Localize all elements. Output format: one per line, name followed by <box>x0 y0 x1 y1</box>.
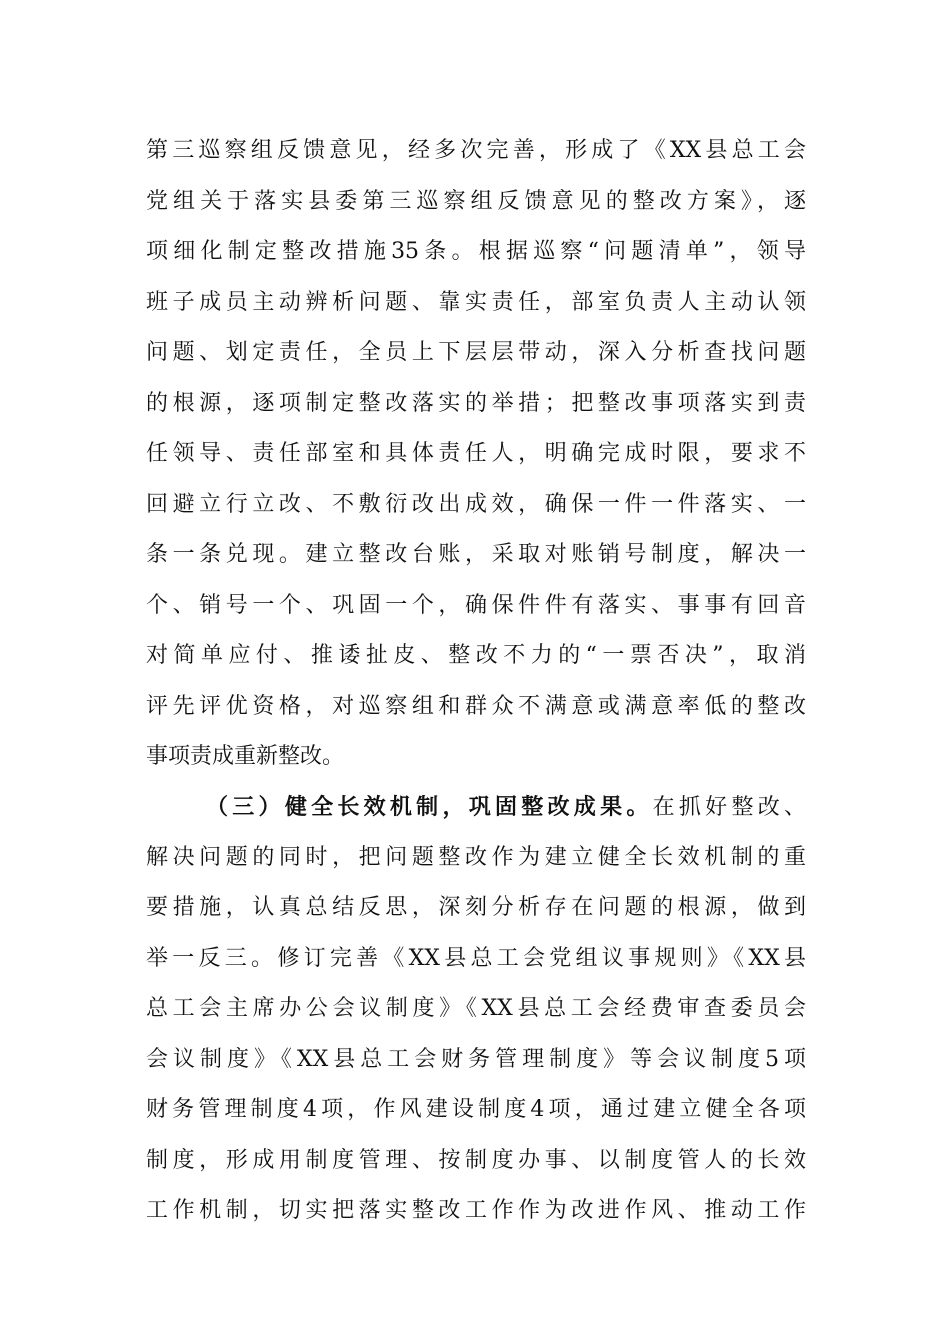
paragraph-1-line: 第三巡察组反馈意见，经多次完善，形成了《XX县总工会 <box>146 138 806 163</box>
paragraph-2-line: 财务管理制度4项，作风建设制度4项，通过建立健全各项 <box>146 1097 806 1122</box>
paragraph-2 <box>146 782 806 1237</box>
paragraph-2-line: 举一反三。修订完善《XX县总工会党组议事规则》《XX县 <box>146 945 806 971</box>
paragraph-1-line: 问题、划定责任，全员上下层层带动，深入分析查找问题 <box>146 340 806 365</box>
paragraph-2-line: 会议制度》《XX县总工会财务管理制度》等会议制度5项 <box>146 1046 806 1072</box>
paragraph-1-line: 任领导、责任部室和具体责任人，明确完成时限，要求不 <box>146 441 806 466</box>
paragraph-1-line: 班子成员主动辨析问题、靠实责任，部室负责人主动认领 <box>146 289 806 315</box>
paragraph-1-line: 评先评优资格，对巡察组和群众不满意或满意率低的整改 <box>146 693 806 719</box>
paragraph-2-line: 总工会主席办公会议制度》《XX县总工会经费审查委员会 <box>146 996 806 1021</box>
paragraph-1-line: 对简单应付、推诿扯皮、整改不力的“一票否决”，取消 <box>146 643 806 668</box>
paragraph-1-line: 事项责成重新整改。 <box>146 744 345 769</box>
paragraph-1 <box>146 126 806 783</box>
paragraph-1-line: 个、销号一个、巩固一个，确保件件有落实、事事有回音 <box>146 592 806 618</box>
paragraph-2-first-line <box>146 782 806 833</box>
section-heading: （三）健全长效机制，巩固整改成果。 <box>206 794 653 820</box>
paragraph-2-line: 解决问题的同时，把问题整改作为建立健全长效机制的重 <box>146 844 806 870</box>
paragraph-2-line: 制度，形成用制度管理、按制度办事、以制度管人的长效 <box>146 1147 806 1173</box>
paragraph-1-line: 的根源，逐项制定整改落实的举措；把整改事项落实到责 <box>146 390 806 416</box>
paragraph-1-line: 条一条兑现。建立整改台账，采取对账销号制度，解决一 <box>146 542 806 567</box>
paragraph-1-line: 党组关于落实县委第三巡察组反馈意见的整改方案》，逐 <box>146 188 806 214</box>
paragraph-1-line: 回避立行立改、不敷衍改出成效，确保一件一件落实、一 <box>146 491 806 517</box>
paragraph-2-first-line-rest: 在抓好整改、 <box>652 795 806 820</box>
paragraph-2-line: 要措施，认真总结反思，深刻分析存在问题的根源，做到 <box>146 895 806 920</box>
paragraph-2-line: 工作机制，切实把落实整改工作作为改进作风、推动工作 <box>146 1198 806 1223</box>
paragraph-1-line: 项细化制定整改措施35条。根据巡察“问题清单”，领导 <box>146 239 806 264</box>
